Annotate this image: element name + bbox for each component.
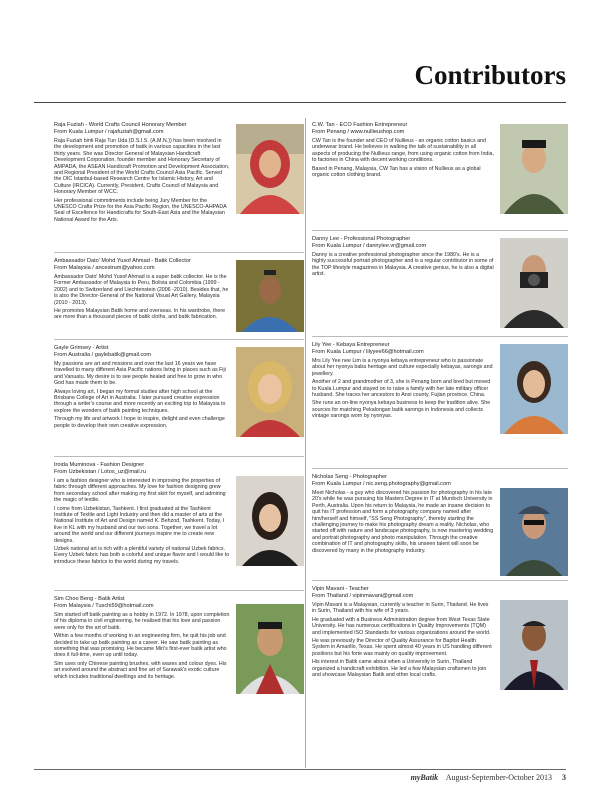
- contributor-name: Raja Fuziah - World Crafts Council Honorary Member: [54, 122, 187, 128]
- contributor-bio: Within a few months of working in an engineering firm, he quit his job and decided to take up batik painting as a career. He saw batik painting as something that was promising. He became Miri's first-ever batik artist who does it full-time, even up until today.: [54, 633, 227, 659]
- contributor-bio: Raja Fuziah binti Raja Tun Uda (D.S.I.S. (A.M.N.)) has been involved in the development and promotion of batik in various capacities in the last thirty years. She was Director General of Malaysian Handicraft Development Corporation, founder member and Honorary Secretary of AMPADA, the ASEAN Handicraft Promotion and Development Association, and Regional President of the World Crafts Council Asia Pacific. Served the OIC Istanbul-based Research Centre for Islamic History, Art and Culture (IRCICA). Currently, President, Crafts Council of Malaysia and Honorary Member of WCC.: [54, 138, 230, 196]
- contributor-name: C.W. Tan - ECO Fashion Entrepreneur: [312, 122, 408, 128]
- contributor-contact: From Kuala Lumpur / dannylee.vr@gmail.com: [312, 243, 427, 249]
- contributor-bio: Sim uses only Chinese painting brushes, with waxes and colour dyes. His art evolved around the abstract and fine art of Sarawak's exotic culture which includes traditional dwellings and its heritage.: [54, 660, 227, 680]
- right-column: [312, 122, 568, 706]
- contributor-bio: His interest in Batik came about when a University in Surin, Thailand organized a handicraft exhibition. He led a few Malaysian craftsmen to join and showcase Malaysian Batik and other local crafts.: [312, 659, 487, 679]
- contributor-bio: Another of 2 and grandmother of 3, she is Penang born and bred but moved to Kuala Lumpur and stayed on to raise a family with her late military officer husband. She traces her ancestors to Anxi county, Fujian province, China.: [312, 379, 491, 399]
- contributor-raja-fuziah: [54, 122, 304, 248]
- contributor-contact: From Kuala Lumpur / nic.seng.photography@gmail.com: [312, 481, 451, 487]
- portrait-icon: [500, 488, 568, 576]
- entry-divider: [54, 590, 304, 591]
- contributor-bio: Mrs Lily Yee nee Lim is a nyonya kebaya entrepreneur who is passionate about her nyonya baba heritage and culture especially kebayas, sarongs and jewellery.: [312, 358, 493, 377]
- contributor-vipin-mavani: [312, 586, 568, 706]
- entry-divider: [312, 230, 568, 231]
- contributor-yusof-ahmad: [54, 258, 304, 335]
- contributor-contact: From Thailand / vipinmavani@gmail.com: [312, 593, 414, 599]
- contributor-photo: [236, 476, 304, 566]
- contributor-contact: From Kuala Lumpur / lilyyee66@hotmail.com: [312, 349, 424, 355]
- contributor-lily-yee: [312, 342, 568, 464]
- contributor-bio: Her professional commitments include being Jury Member for the UNESCO Crafts Prize for the Asia Pacific Region, the UNESCO-AHPADA Seal of Excellence for Handicrafts for South-East Asia and the Malaysian National Award for the Arts.: [54, 197, 227, 223]
- contributor-photo: [500, 488, 568, 576]
- contributor-bio: She runs an on-line nyonya kebaya business to keep the tradition alive. She sources for matching Pekalongan batik sarongs in Indonesia and collects vintage sarongs worn by nyonyas.: [312, 400, 491, 420]
- portrait-icon: [236, 124, 304, 214]
- contributor-name: Danny Lee - Professional Photographer: [312, 236, 411, 242]
- contributor-photo: [236, 260, 304, 332]
- contributor-contact: From Uzbekistan / Lotos_uz@mail.ru: [54, 469, 147, 475]
- contributor-bio: Ambassador Dato' Mohd Yusof Ahmad is a super batik collector. He is the Former Ambassador of Malaysia to Peru, Bolivia and Colombia (1999 - 2002) and to Switzerland and Liechtenstein (2006 -2010). Besides that, he is also the Director-General of the National Visual Art Gallery, Malaysia (2010 - 2013).: [54, 274, 229, 306]
- page-title: Contributors: [414, 60, 566, 90]
- entry-divider: [54, 252, 304, 253]
- contributor-bio: Through my life and artwork I hope to inspire, delight and even challenge people to develop their own creative expression.: [54, 416, 225, 429]
- column-divider: [305, 118, 306, 768]
- contributor-bio: Based in Penang, Malaysia, CW Tan has a vision of Nullieus as a global organic cotton clothing brand.: [312, 165, 481, 179]
- portrait-icon: [500, 600, 568, 690]
- contributor-photo: [236, 124, 304, 214]
- contributor-bio: He graduated with a Business Administration degree from West Texas State University. He has numerous certifications in Quality Improvements (TQM) and implemented ISO Standards for various organizations around the world.: [312, 616, 491, 636]
- page-footer: [411, 773, 566, 782]
- contributor-name: Lily Yee - Kebaya Entrepreneur: [312, 342, 390, 348]
- contributor-gayle-grimsey: [54, 345, 304, 452]
- entry-divider: [312, 336, 568, 337]
- contributor-name: Sim Choo Beng - Batik Artist: [54, 596, 125, 602]
- contributor-bio: Danny is a creative professional photographer since the 1980's. He is a highly successful portrait photographer and is a regular contributor in some of the TOP lifestyle magazines in Malaysia. A creative genius, he is also a digital artist.: [312, 252, 494, 278]
- entry-divider: [312, 580, 568, 581]
- contributor-photo: [236, 604, 304, 694]
- portrait-icon: [236, 476, 304, 566]
- entry-divider: [54, 456, 304, 457]
- bottom-rule: [34, 769, 566, 770]
- contributor-bio: He was previously the Director of Quality Assurance for Baptist Health System in Amarillo, Texas. He spent almost 40 years in US handling different positions but his forte was mainly on quality improvement.: [312, 638, 492, 657]
- contributor-name: Vipin Mavani - Teacher: [312, 586, 369, 592]
- portrait-icon: [500, 344, 568, 434]
- contributor-iroida-muminova: [54, 462, 304, 586]
- contributor-photo: [500, 124, 568, 214]
- contributor-danny-lee: [312, 236, 568, 332]
- entry-divider: [312, 468, 568, 469]
- contributor-bio: Meet Nicholas - a guy who discovered his passion for photography in his late 20's while he was pursuing his Masters Degree in IT at Murdoch University in Perth, Australia. Upon his return to Malaysia, he made an insane decision to quit his IT profession and form a photography company named after him/herself and himself, "SS Seng Photography", thereby starting the challenging journey to make his photography dream a reality. Nicholas, who started off with nature and landscape photography, is now mastering wedding and portrait photography and photo manipulation. Through the creative combination of IT and photography skills, his unseen talent will soon be discovered by many in the photography industry.: [312, 490, 494, 554]
- contributor-cw-tan: [312, 122, 568, 226]
- contributor-contact: From Malaysia / Tuschi59@hotmail.com: [54, 603, 154, 609]
- contributor-name: Gayle Grimsey - Artist: [54, 345, 109, 351]
- contributor-bio: Vipin Mavani is a Malaysian, currently a teacher in Surin, Thailand. He lives in Surin, Thailand with his wife of 3 years.: [312, 602, 489, 615]
- contributor-photo: [500, 600, 568, 690]
- left-column: [54, 122, 304, 702]
- contributor-contact: From Kuala Lumpur / rajafuziah@gmail.com: [54, 129, 164, 135]
- entry-divider: [54, 339, 304, 340]
- contributor-bio: Always loving art, I began my formal studies after high school at the Brisbane College of Art in Australia. I later pursued creative expression through a writer's course and more recently an exciting trip to Malaysia to explore the wonders of batik painting techniques.: [54, 388, 226, 414]
- contributor-sim-choo-beng: [54, 596, 304, 702]
- contributor-name: Nicholas Seng - Photographer: [312, 474, 387, 480]
- page-number: 3: [562, 773, 566, 782]
- contributor-photo: [500, 344, 568, 434]
- contributor-bio: He promotes Malaysian Batik home and overseas. In his wardrobe, there are more than a thousand pieces of batik cloths, and batik fabrication.: [54, 308, 226, 321]
- contributor-bio: Uzbek national art is rich with a plentiful variety of national Uzbek fabrics. Every Uzbek fabric has both a colorful and unique flavor and I would like to introduce these fabrics to the world during my travels.: [54, 546, 230, 565]
- contributor-bio: I am a fashion designer who is interested in improving the properties of fabric through different approaches. My love for fashion designing grew from secondary school after making my first skirt for myself, and admiring the magic of textile.: [54, 478, 226, 504]
- contributor-photo: [236, 347, 304, 437]
- contributor-contact: From Penang / www.nullieushop.com: [312, 129, 405, 135]
- contributor-contact: From Australia / gaylebatik@gmail.com: [54, 352, 152, 358]
- contributor-photo: [500, 238, 568, 328]
- contributor-name: Ambassador Dato' Mohd Yusof Ahmad - Batik Collector: [54, 258, 191, 264]
- footer-issue: August-September-October 2013: [445, 773, 552, 782]
- portrait-icon: [236, 347, 304, 437]
- contributor-bio: Sim started off batik painting as a hobby in 1972. In 1978, upon completion of his diploma in civil engineering, he realised that his love and passion were only for the art of batik.: [54, 612, 230, 631]
- portrait-icon: [236, 604, 304, 694]
- contributor-contact: From Malaysia / ancestrum@yahoo.com: [54, 265, 155, 271]
- portrait-icon: [500, 238, 568, 328]
- top-rule: [34, 102, 566, 103]
- contributor-bio: I come from Uzbekistan, Tashkent. I first graduated at the Tashkent Institute of Textile and Light Industry and then did a master of arts at the National Institute of Art and Design named K. Behzod, Tashkent. Today, I live in KL with my husband and our two sons. Together, we travel a lot around the world and our different journeys inspire me to create new designs.: [54, 505, 225, 544]
- portrait-icon: [500, 124, 568, 214]
- footer-brand: myBatik: [410, 773, 439, 782]
- contributor-name: Iroida Muminova - Fashion Designer: [54, 462, 145, 468]
- contributor-nicholas-seng: [312, 474, 568, 576]
- contributor-bio: CW Tan is the founder and CEO of Nullieus - an organic cotton basics and underwear brand. He believes in walking the talk of sustainability in all aspects of producing the Nullieus range, from using organic cotton from India, to factories in China with decent working conditions.: [312, 138, 494, 164]
- contributor-bio: My passions are art and missions and over the last 16 years we have travelled to many different Asia Pacific nations living in places such as Fiji and Vanuatu. My desire is to see people healed and free to grow in who God has made them to be.: [54, 361, 226, 387]
- portrait-icon: [236, 260, 304, 332]
